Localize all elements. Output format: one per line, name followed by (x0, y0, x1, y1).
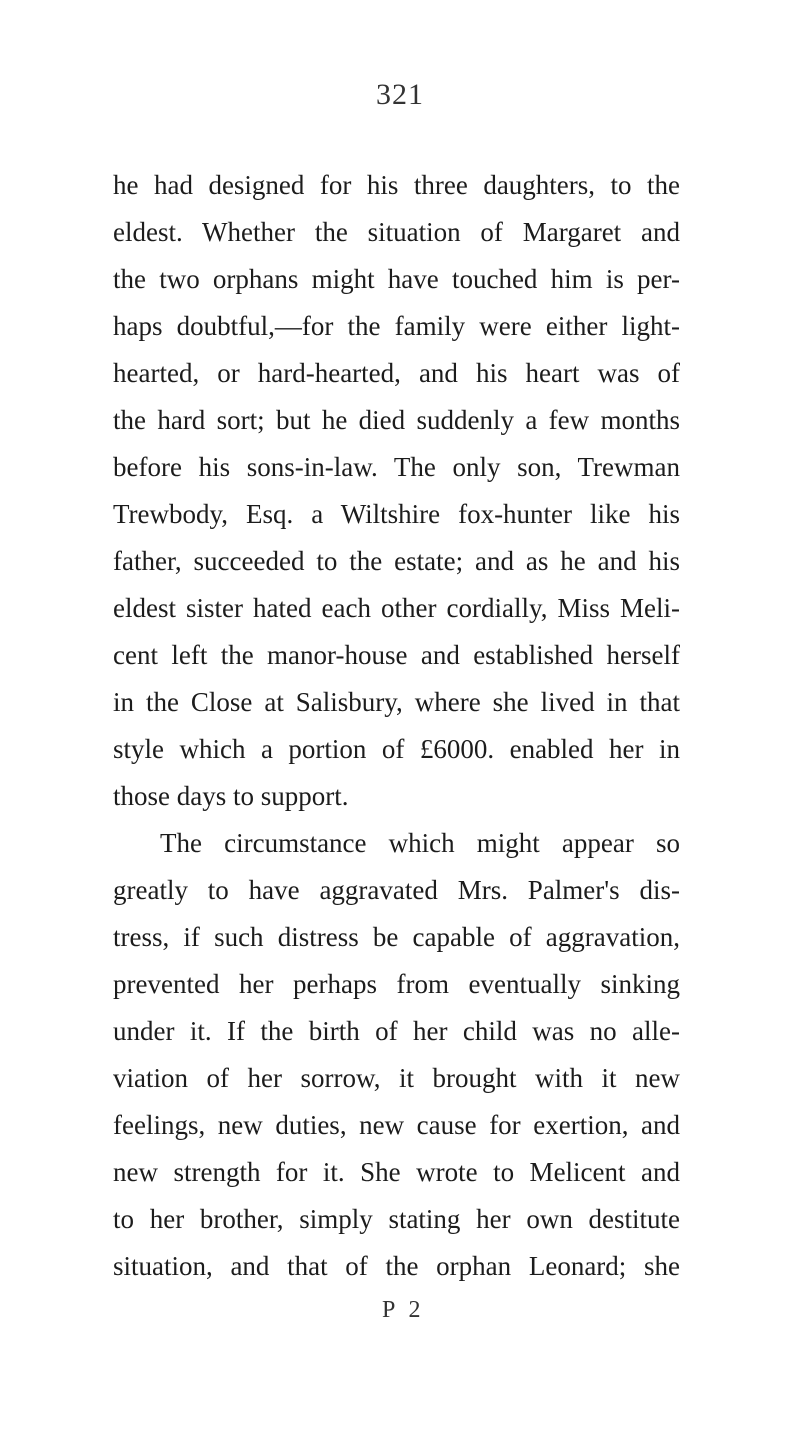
text-line: before his sons-in-law. The only son, Trewman (113, 452, 680, 482)
text-line: the two orphans might have touched him is per- (113, 264, 680, 294)
text-line: tress, if such distress be capable of aggravation, (113, 922, 680, 952)
text-line: feelings, new duties, new cause for exertion, and (113, 1110, 680, 1140)
signature-mark: P 2 (382, 1297, 425, 1323)
text-line: under it. If the birth of her child was no alle- (113, 1016, 680, 1046)
text-line: greatly to have aggravated Mrs. Palmer's dis- (113, 875, 680, 905)
text-line: viation of her sorrow, it brought with it new (113, 1063, 680, 1093)
text-line: situation, and that of the orphan Leonard; she (113, 1251, 680, 1281)
paragraph-start-line: The circumstance which might appear so (160, 828, 680, 858)
text-line: those days to support. (113, 781, 349, 811)
page-number: 321 (376, 78, 424, 111)
text-line: hearted, or hard-hearted, and his heart was of (113, 358, 680, 388)
text-line: new strength for it. She wrote to Melicent and (113, 1157, 680, 1187)
text-line: the hard sort; but he died suddenly a few months (113, 405, 680, 435)
text-line: style which a portion of £6000. enabled her in (113, 734, 680, 764)
text-line: Trewbody, Esq. a Wiltshire fox-hunter like his (113, 499, 680, 529)
text-line: father, succeeded to the estate; and as he and his (113, 546, 680, 576)
text-line: to her brother, simply stating her own destitute (113, 1204, 680, 1234)
text-line: haps doubtful,—for the family were either light- (113, 311, 680, 341)
text-line: prevented her perhaps from eventually sinking (113, 969, 680, 999)
text-line: he had designed for his three daughters, to the (113, 170, 680, 200)
text-line: eldest. Whether the situation of Margaret and (113, 217, 680, 247)
text-line: cent left the manor-house and established herself (113, 640, 680, 670)
text-line: eldest sister hated each other cordially, Miss Meli- (113, 593, 680, 623)
text-line: in the Close at Salisbury, where she lived in that (113, 687, 680, 717)
